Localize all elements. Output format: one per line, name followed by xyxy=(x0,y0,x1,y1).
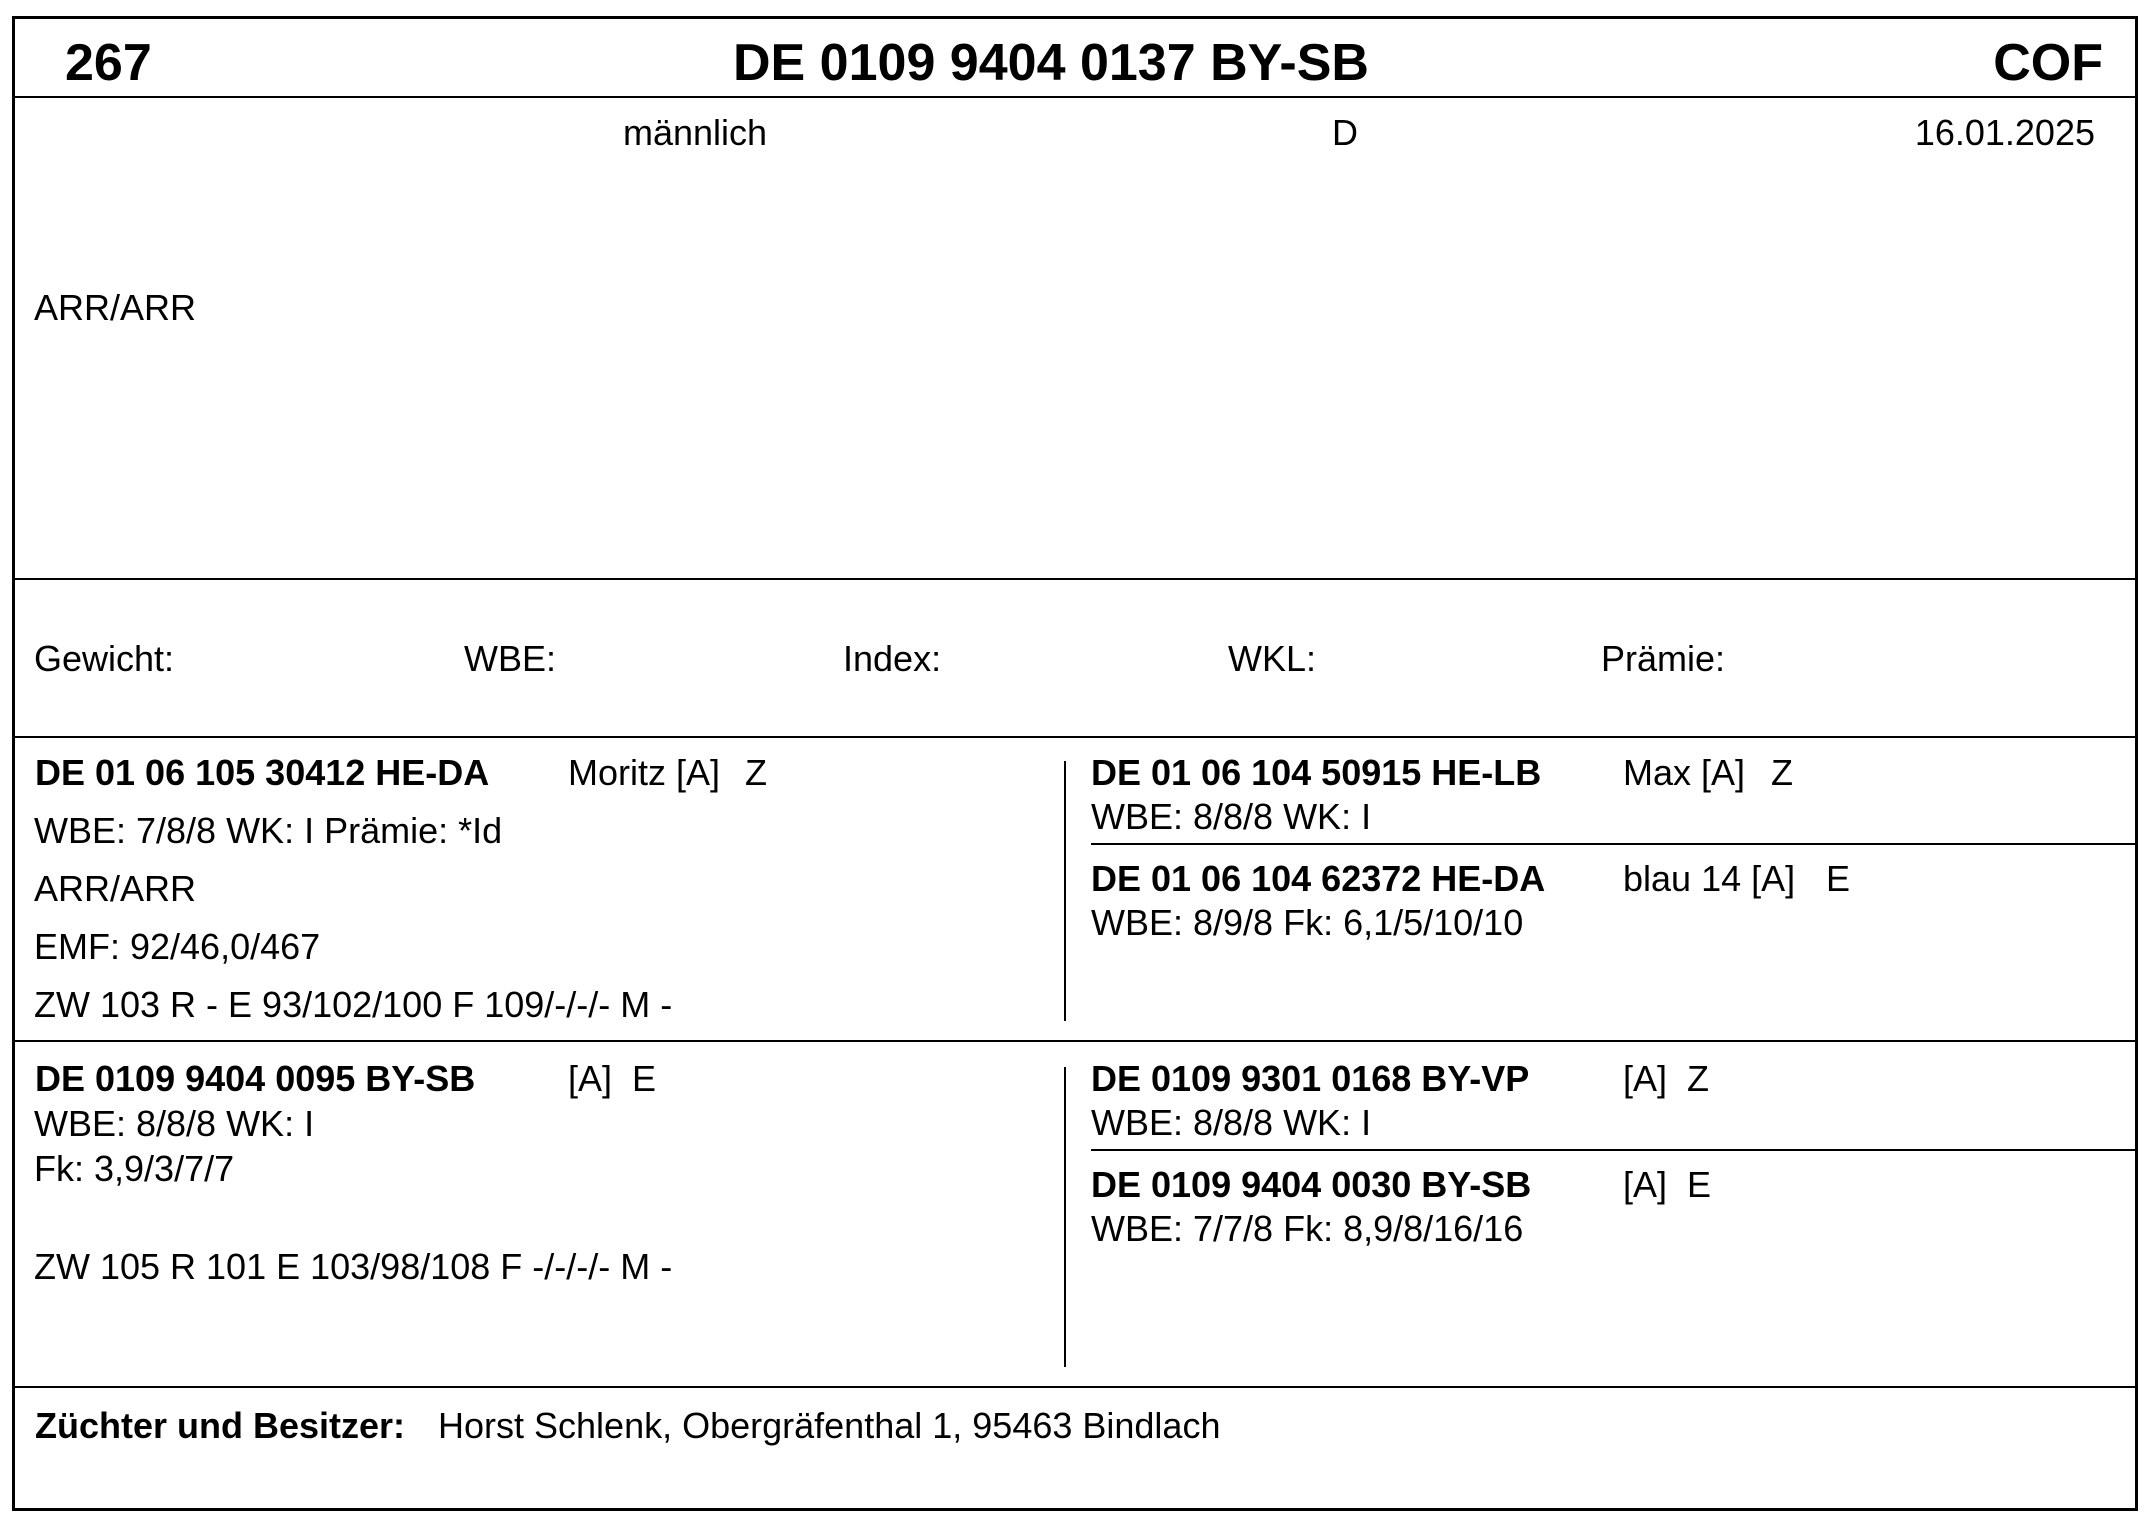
sire-tag: Z xyxy=(745,752,767,793)
sire-sire-tag: Z xyxy=(1771,752,1793,793)
sire-genotype: ARR/ARR xyxy=(34,868,197,909)
dam-dam-id: DE 0109 9404 0030 BY-SB xyxy=(1091,1164,1532,1205)
dam-id: DE 0109 9404 0095 BY-SB xyxy=(35,1058,476,1099)
dam-column-divider xyxy=(1064,1067,1066,1367)
sire-dam-tag: E xyxy=(1826,858,1851,899)
weight-label: Gewicht: xyxy=(34,638,175,679)
dam-tag: E xyxy=(632,1058,657,1099)
animal-card xyxy=(12,16,2138,1511)
dam-parents-divider xyxy=(1091,1149,2135,1151)
breed-code: COF xyxy=(1993,34,2103,92)
date: 16.01.2025 xyxy=(1914,112,2095,153)
sire-dam-divider xyxy=(15,1040,2135,1042)
dam-sire-tag: Z xyxy=(1687,1058,1709,1099)
genotype: ARR/ARR xyxy=(34,287,197,328)
sire-performance: WBE: 7/8/8 WK: I Prämie: *Id xyxy=(34,810,503,851)
country: D xyxy=(1332,112,1358,153)
sire-id: DE 01 06 105 30412 HE-DA xyxy=(35,752,490,793)
sire-name: Moritz [A] xyxy=(568,752,721,793)
sire-sire-name: Max [A] xyxy=(1623,752,1746,793)
dam-dam-tag: E xyxy=(1687,1164,1712,1205)
sire-sire-id: DE 01 06 104 50915 HE-LB xyxy=(1091,752,1542,793)
breeder-value: Horst Schlenk, Obergräfenthal 1, 95463 Bindlach xyxy=(438,1405,1221,1446)
wbe-label: WBE: xyxy=(464,638,557,679)
index-label: Index: xyxy=(843,638,942,679)
info-divider xyxy=(15,578,2135,580)
rating-divider xyxy=(15,736,2135,738)
pedigree-divider xyxy=(15,1386,2135,1388)
dam-dam-name: [A] xyxy=(1623,1164,1668,1205)
sire-dam-performance: WBE: 8/9/8 Fk: 6,1/5/10/10 xyxy=(1091,902,1524,943)
sire-parents-divider xyxy=(1091,843,2135,845)
sire-breeding-value: ZW 103 R - E 93/102/100 F 109/-/-/- M - xyxy=(34,984,673,1025)
sire-dam-name: blau 14 [A] xyxy=(1623,858,1796,899)
sire-emf: EMF: 92/46,0/467 xyxy=(34,926,321,967)
dam-breeding-value: ZW 105 R 101 E 103/98/108 F -/-/-/- M - xyxy=(34,1246,673,1287)
dam-dam-performance: WBE: 7/7/8 Fk: 8,9/8/16/16 xyxy=(1091,1208,1524,1249)
sex: männlich xyxy=(623,112,768,153)
dam-performance: WBE: 8/8/8 WK: I xyxy=(34,1103,315,1144)
sire-dam-id: DE 01 06 104 62372 HE-DA xyxy=(1091,858,1546,899)
dam-sire-id: DE 0109 9301 0168 BY-VP xyxy=(1091,1058,1530,1099)
dam-sire-performance: WBE: 8/8/8 WK: I xyxy=(1091,1102,1372,1143)
catalog-number: 267 xyxy=(65,34,152,92)
premium-label: Prämie: xyxy=(1601,638,1726,679)
breeder-label: Züchter und Besitzer: xyxy=(35,1405,406,1446)
header-divider xyxy=(15,96,2135,98)
dam-fk: Fk: 3,9/3/7/7 xyxy=(34,1148,235,1189)
dam-name: [A] xyxy=(568,1058,613,1099)
sire-column-divider xyxy=(1064,761,1066,1021)
dam-sire-name: [A] xyxy=(1623,1058,1668,1099)
wkl-label: WKL: xyxy=(1228,638,1317,679)
sire-sire-performance: WBE: 8/8/8 WK: I xyxy=(1091,796,1372,837)
registration-number: DE 0109 9404 0137 BY-SB xyxy=(733,34,1369,92)
